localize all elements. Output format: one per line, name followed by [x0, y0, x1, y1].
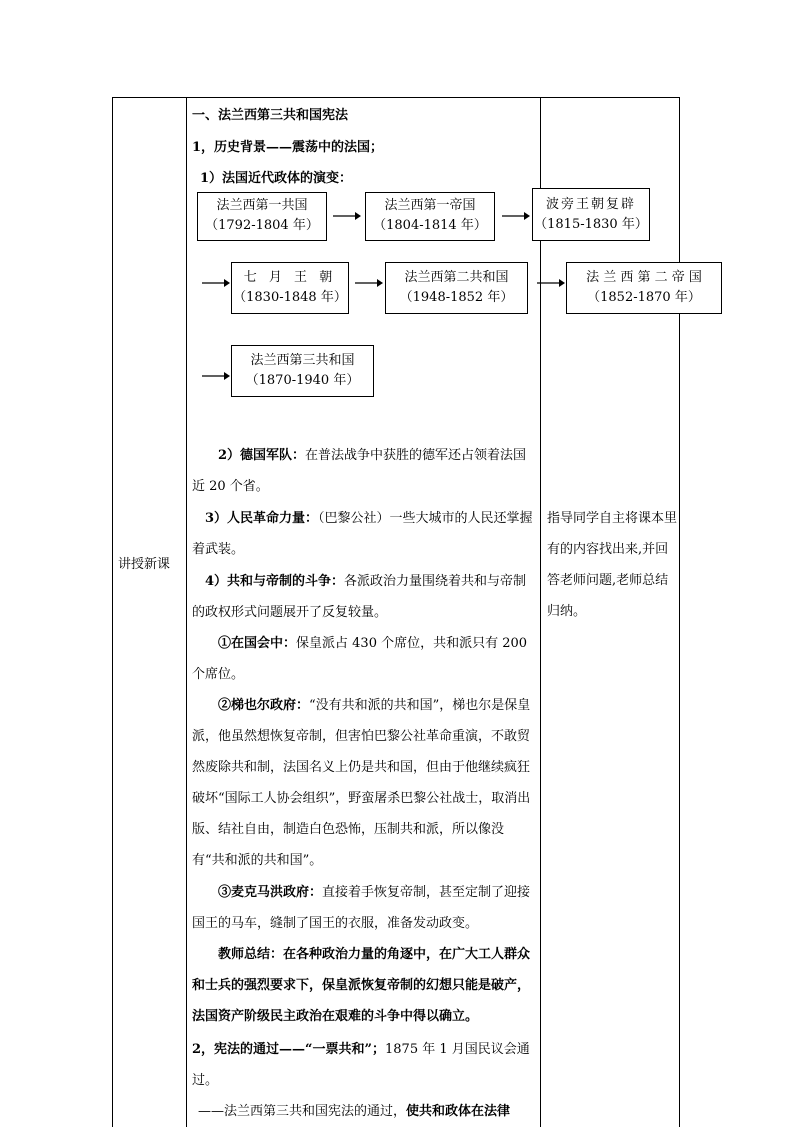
regime-years: （1804-1814 年）	[373, 218, 487, 233]
arrow-right-icon	[202, 277, 230, 289]
regime-years: （1948-1852 年）	[399, 290, 514, 305]
regime-box	[385, 262, 528, 314]
regime-box	[197, 192, 327, 241]
regime-years: （1870-1940 年）	[245, 373, 360, 388]
paragraph-people-force	[192, 503, 534, 565]
paragraph-text: （巴黎公社）一些大城市的人民还掌握着武装。	[192, 511, 533, 557]
paragraph-constitution	[192, 1034, 534, 1096]
paragraph-german-army	[192, 440, 534, 502]
paragraph-text: 直接着手恢复帝制，甚至定制了迎接国王的马车，缝制了国王的衣服，准备发动政变。	[192, 885, 531, 931]
section-heading: 一、法兰西第三共和国宪法	[192, 108, 349, 123]
subsection-heading: 1）法国近代政体的演变：	[200, 171, 353, 186]
regime-name: 法兰西第三共和国	[250, 353, 355, 368]
paragraph-text: 1875 年 1 月国民议会通过。	[192, 1042, 530, 1088]
table-column-divider	[186, 97, 187, 1127]
paragraph-text: “没有共和派的共和国”，梯也尔是保皇派，他虽然想恢复帝制，但害怕巴黎公社革命重演，不敢贸然废除共和制，法国名义上仍是共和国，但由于他继续疯狂破坏“国际工人协会组织”，野蛮屠杀巴黎公社战士，取消出版、结社自由，制造白色恐怖，压制共和派，所以像没有“共和派的共和国”。	[192, 698, 531, 868]
arrow-right-icon	[333, 210, 361, 222]
paragraph-parliament	[192, 628, 534, 690]
paragraph-text: 各派政治力量围绕着共和与帝制的政权形式问题展开了反复较量。	[192, 574, 527, 620]
regime-years: （1815-1830 年）	[534, 217, 648, 232]
paragraph-text: 在普法战争中获胜的德军还占领着法国近 20 个省。	[192, 448, 527, 494]
regime-name: 法兰西第一帝国	[384, 198, 476, 213]
paragraph-label: 4）共和与帝制的斗争：	[205, 574, 345, 589]
paragraph-label: ③麦克马洪政府：	[218, 885, 323, 900]
regime-name: 七 月 王 朝	[243, 270, 337, 285]
paragraph-label: 2，宪法的通过——“一票共和”；	[192, 1042, 386, 1057]
regime-years: （1792-1804 年）	[205, 218, 319, 233]
paragraph-thiers	[192, 690, 534, 876]
table-column-divider	[540, 97, 541, 1127]
regime-name: 法兰西第一共国	[216, 198, 308, 213]
regime-name: 法 兰 西 第 二 帝 国	[586, 270, 702, 285]
paragraph-label: 2）德国军队：	[218, 448, 306, 463]
teacher-summary: 教师总结：在各种政治力量的角逐中，在广大工人群众和士兵的强烈要求下，保皇派恢复帝制的幻想只能是破产，法国资产阶级民主政治在艰难的斗争中得以确立。	[192, 947, 531, 1024]
regime-box	[231, 345, 374, 397]
arrow-right-icon	[502, 210, 530, 222]
paragraph-label: 3）人民革命力量：	[205, 511, 319, 526]
regime-box	[532, 188, 650, 241]
regime-box	[566, 262, 722, 314]
arrow-right-icon	[355, 277, 383, 289]
regime-name: 波旁王朝复辟	[545, 197, 636, 212]
regime-box	[231, 262, 349, 314]
teaching-note: 指导同学自主将课本里有的内容找出来,并回答老师问题,老师总结归纳。	[547, 511, 678, 619]
paragraph-label: ①在国会中：	[218, 636, 297, 651]
paragraph-emphasis: 使共和政体在法律	[406, 1104, 511, 1119]
paragraph-text: 保皇派占 430 个席位，共和派只有 200 个席位。	[192, 636, 528, 682]
subsection-heading: 1，历史背景——震荡中的法国；	[192, 140, 384, 155]
arrow-right-icon	[537, 277, 565, 289]
stage-label: 讲授新课	[118, 557, 171, 572]
regime-years: （1830-1848 年）	[233, 290, 347, 305]
paragraph-text: ——法兰西第三共和国宪法的通过，	[198, 1104, 407, 1119]
paragraph-macmahon	[192, 877, 534, 939]
regime-box	[365, 192, 495, 241]
regime-name: 法兰西第二共和国	[404, 270, 509, 285]
paragraph-conclusion	[192, 1096, 534, 1127]
regime-years: （1852-1870 年）	[587, 290, 701, 305]
arrow-right-icon	[202, 370, 230, 382]
paragraph-struggle	[192, 566, 534, 628]
paragraph-label: ②梯也尔政府：	[218, 698, 310, 713]
